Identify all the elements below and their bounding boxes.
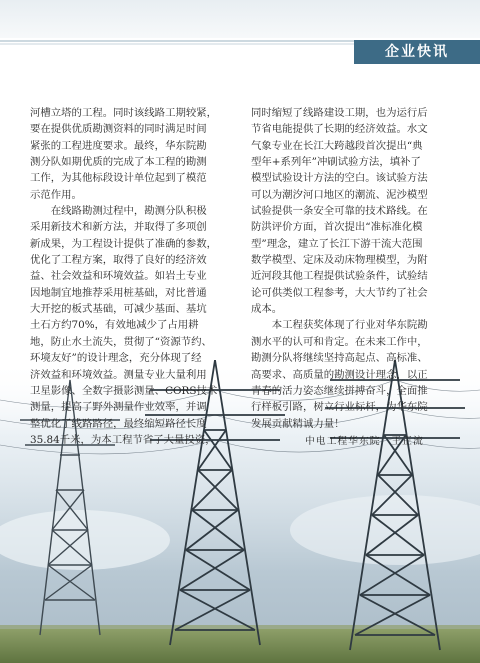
article-left-column [30,105,230,448]
article-right-column [251,105,451,432]
paragraph: 本工程获奖体现了行业对华东院勘 测水平的认可和肯定。在未来工作中， 勘测分队将继续坚持高起点、高标准、 高要求、高质量的勘测设计理念，以正 青春的活力姿态继续拼搏奋斗，全面推 行样板引路，树立行业标杆，为华东院 发展贡献精诚力量！ [251,319,428,430]
paragraph: 河槽立塔的工程。同时该线路工期较紧， 要在提供优质勘测资料的同时满足时间 紧张的工程进度要求。最终，华东院勘 测分队如期优质的完成了本工程的勘测 工作，为其他标段设计单位起到了模范 示范作用。 [30,107,218,201]
section-tag: 企业快讯 [354,40,480,64]
header-band [0,0,480,38]
article-byline: 中电工程华东院 王正流 [305,436,424,447]
paragraph: 在线路勘测过程中，勘测分队积极 采用新技术和新方法，并取得了多项创 新成果，为工程设计提供了准确的参数， 优化了工程方案，取得了良好的经济效 益、社会效益和环境效益。如岩土专业 因地制宜地推荐采用桩基础，对比普通 大开挖的板式基础，可减少基面、基坑 土石方约70%，有效地减少了占用耕 地，防止水土流失，贯彻了“资源节约、 环境友好”的设计理念，充分体现了经 济效益和环境效益。测量专业大量利用 卫星影像、全数字摄影测量、CORS技术 测量，提高了野外测量作业效率，并调 整优化了线路路径，最终缩短路径长度 35.84千米，为本工程节省了大量投资， [30,205,218,446]
paragraph: 同时缩短了线路建设工期，也为运行后 节省电能提供了长期的经济效益。水文 气象专业在长江大跨越段首次提出“典 型年+系列年”冲刷试验方法，填补了 模型试验设计方法的空白。该试验方法 可以为潮汐河口地区的潮流、泥沙模型 试验提供一条安全可靠的技术路线。在 防洪评价方面，首次提出“准标准化模 型”理念，建立了长江下游干流大范围 数学模型、定床及动床物理模型，为附 近河段其他工程提供试验条件，试验结 论可供类似工程参考，大大节约了社会 成本。 [251,107,428,316]
